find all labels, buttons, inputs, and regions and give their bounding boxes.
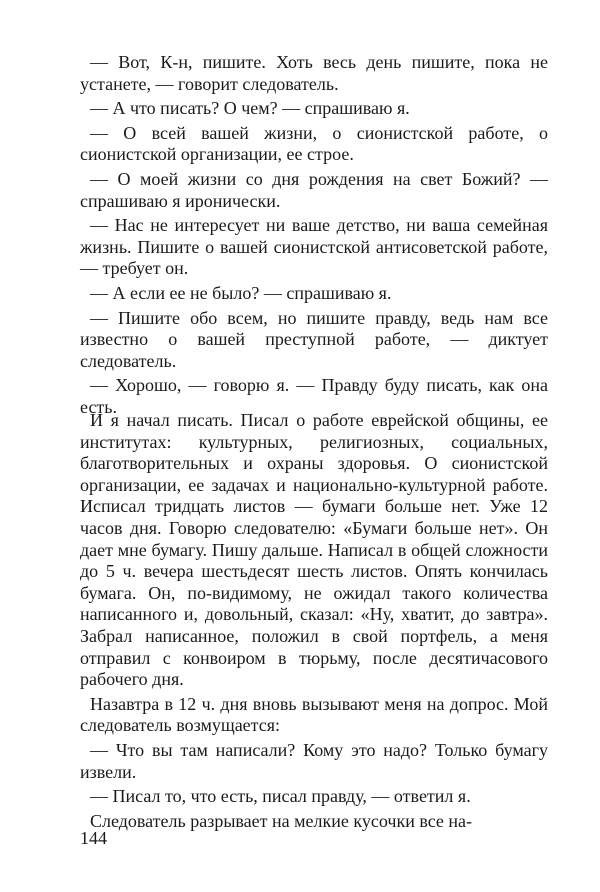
paragraph: Назавтра в 12 ч. дня вновь вызывают меня на допрос. Мой следователь возмущается: <box>80 693 548 736</box>
dialogue-section <box>80 52 548 422</box>
narrative-section <box>80 410 548 835</box>
paragraph: — Писал то, что есть, писал правду, — ответил я. <box>90 786 471 807</box>
paragraph: — А что писать? О чем? — спрашиваю я. <box>90 98 410 119</box>
paragraph: — Нас не интересует ни ваше детство, ни ваша семейная жизнь. Пишите о вашей сионистской антисоветской работе, — требует он. <box>80 215 548 279</box>
paragraph: — Вот, К-н, пишите. Хоть весь день пишите, пока не устанете, — говорит следователь. <box>80 52 548 94</box>
paragraph: — О всей вашей жизни, о сионистской работе, о сионистской организации, ее строе. <box>80 122 548 165</box>
paragraph: — О моей жизни со дня рождения на свет Божий? — спрашиваю я иронически. <box>80 168 548 211</box>
paragraph: И я начал писать. Писал о работе еврейской общины, ее институтах: культурных, религиозных, социальных, благотворительных и охраны здоровья. О сионистской организации, ее задачах и национально-культурной работе. Исписал тридцать листов — бумаги больше нет. Уже 12 часов дня. Говорю следователю: «Бумаги больше нет». Он дает мне бумагу. Пишу дальше. Написал в общей сложности до 5 ч. вечера шестьдесят шесть листов. Опять кончилась бумага. Он, по-видимому, не ожидал такого количества написанного и, довольный, сказал: «Ну, хватит, до завтра». Забрал написанное, положил в свой портфель, а меня отправил с конвоиром в тюрьму, после десятичасового рабочего дня. <box>80 410 548 690</box>
paragraph: — Пишите обо всем, но пишите правду, ведь нам все известно о вашей преступной работе, — диктует следователь. <box>80 307 548 371</box>
paragraph: — А если ее не было? — спрашиваю я. <box>90 282 392 303</box>
paragraph: — Хорошо, — говорю я. — Правду буду писать, как она есть. <box>80 375 548 417</box>
page-number: 144 <box>80 828 107 848</box>
paragraph: — Что вы там написали? Кому это надо? Только бумагу извели. <box>80 739 548 782</box>
paragraph: Следователь разрывает на мелкие кусочки все на- <box>90 810 473 831</box>
